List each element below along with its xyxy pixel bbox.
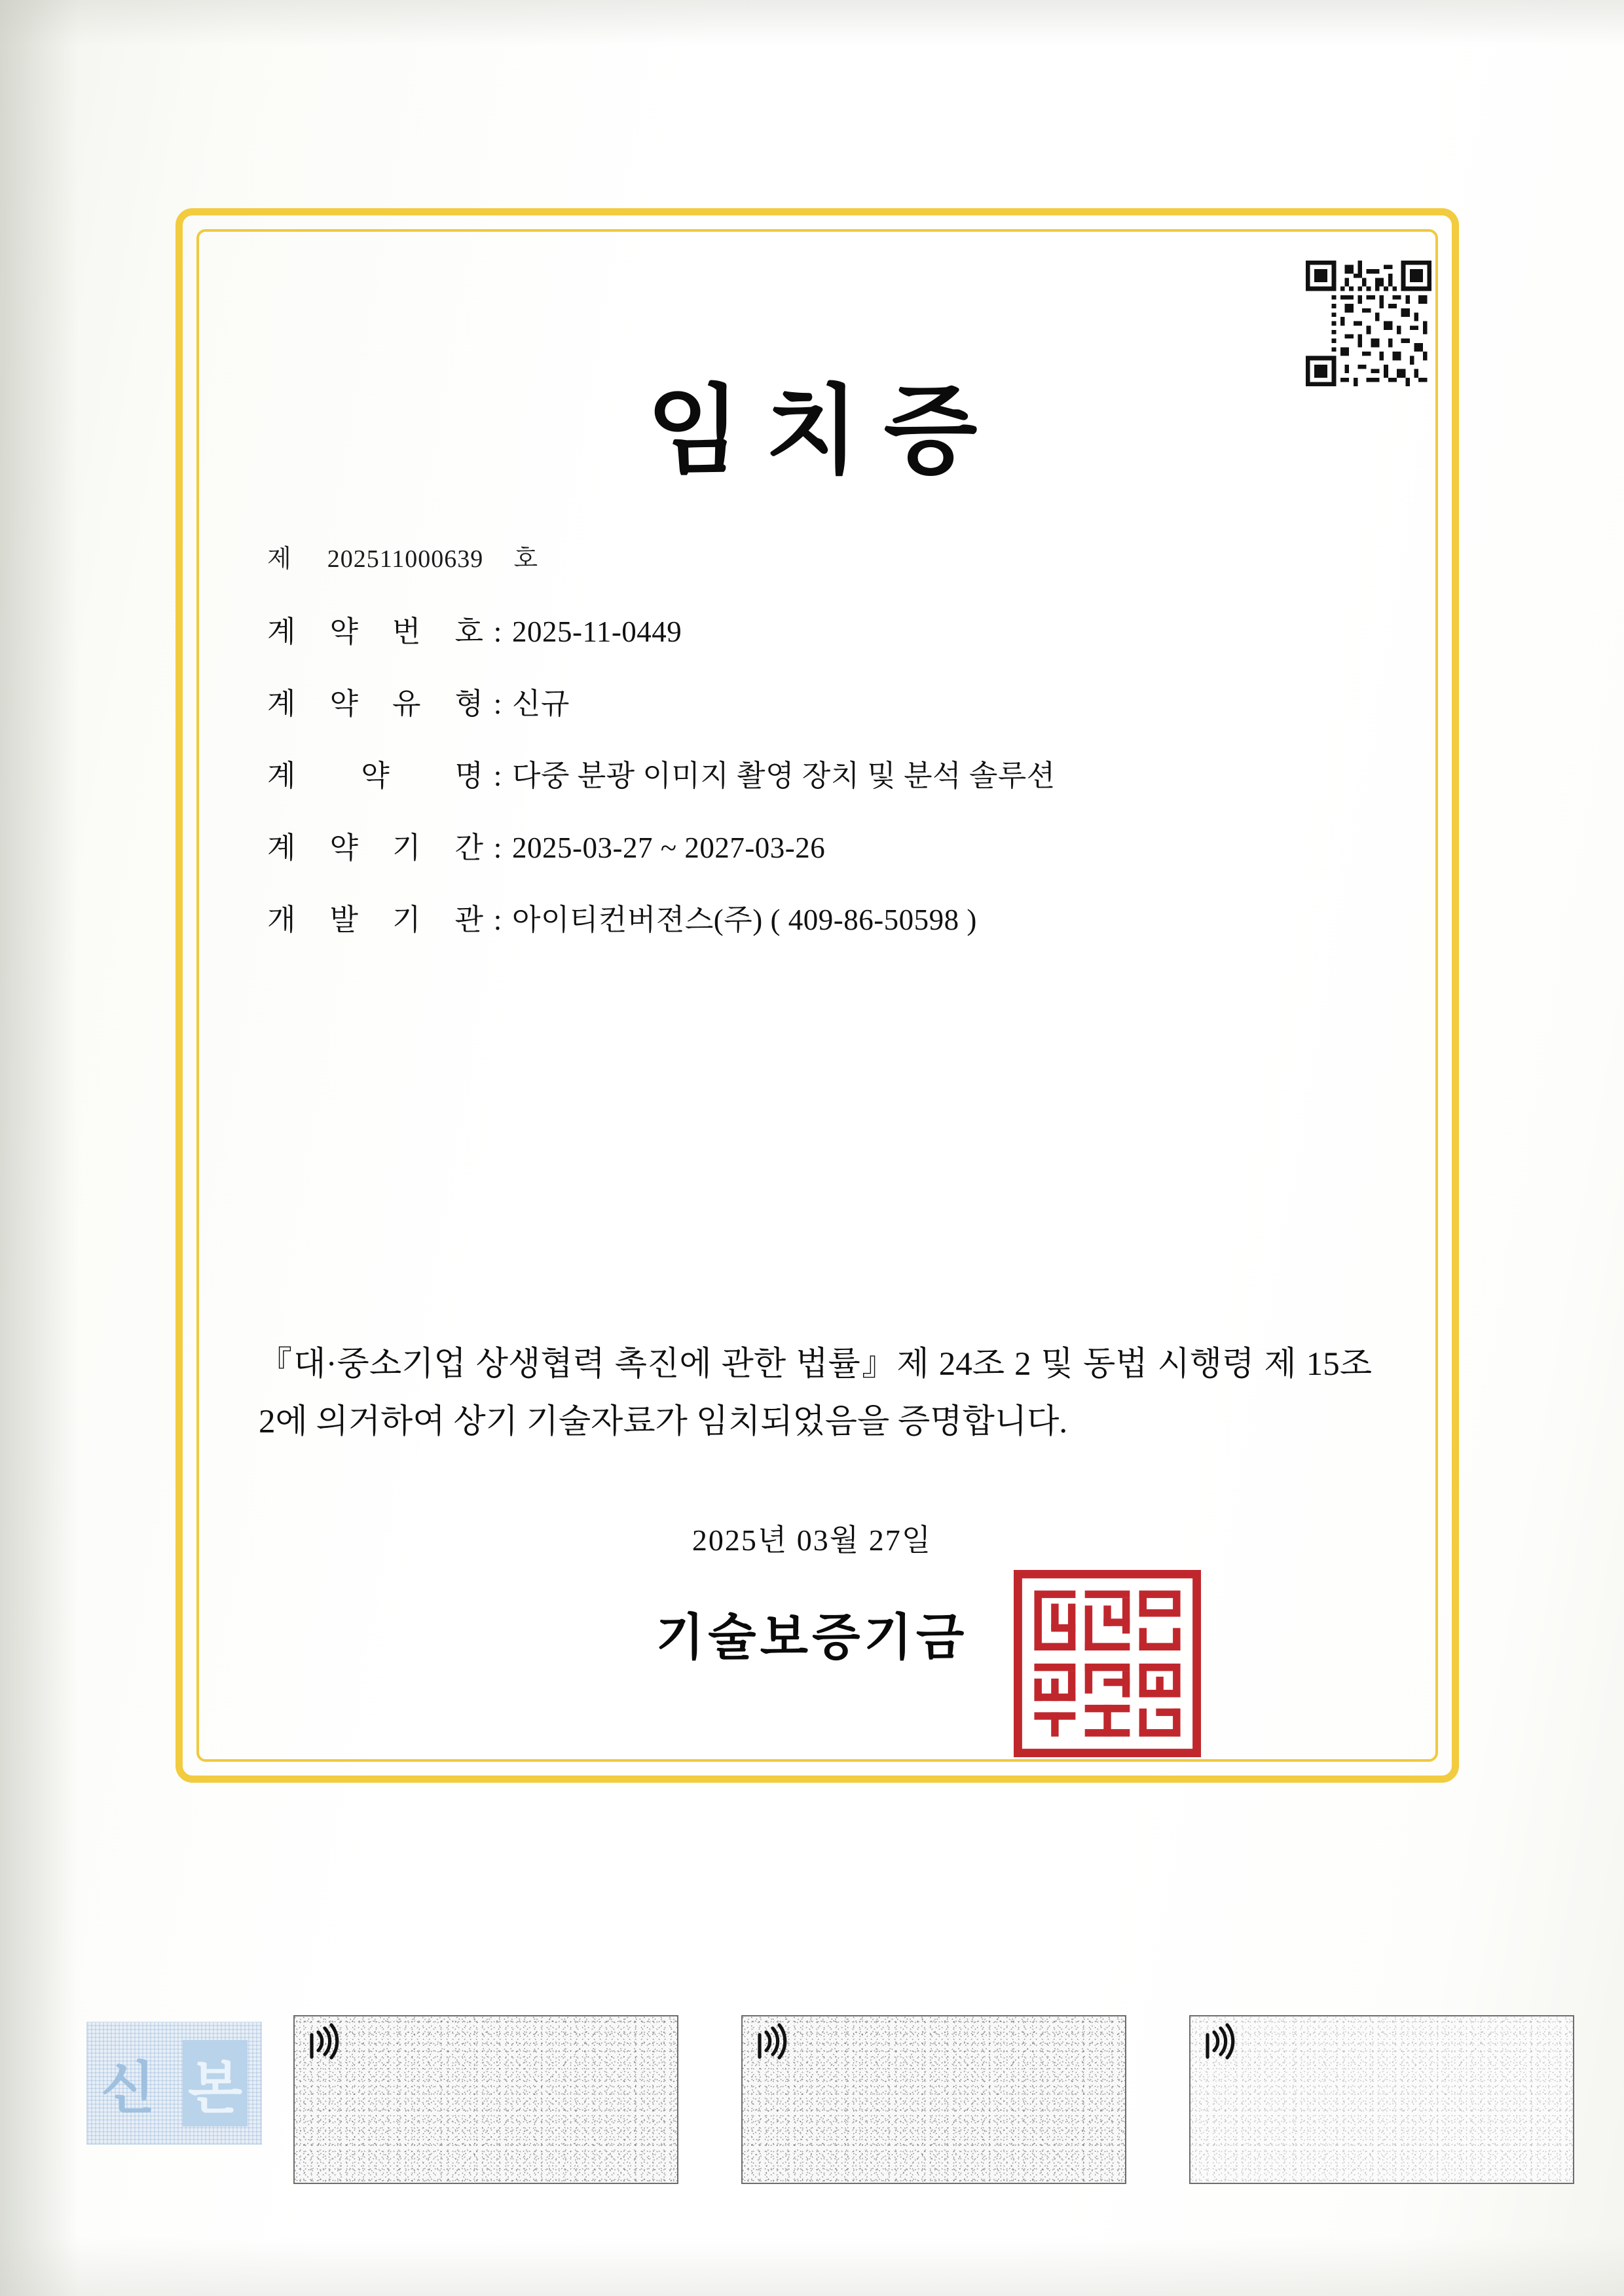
field-label-developer-organization xyxy=(267,896,483,938)
label-char: 번 xyxy=(392,615,421,648)
label-char: 계 xyxy=(267,831,296,864)
label-char: 계 xyxy=(267,687,296,720)
label-char: 약 xyxy=(361,759,390,792)
field-row-contract-name xyxy=(267,752,1380,824)
field-colon: : xyxy=(493,615,502,648)
label-char: 계 xyxy=(267,759,296,792)
security-texture-block-3 xyxy=(1189,2015,1574,2184)
scan-shadow-top xyxy=(0,0,1624,46)
field-colon: : xyxy=(493,687,502,720)
field-row-contract-type xyxy=(267,680,1380,752)
field-value-developer-organization: 아이티컨버젼스(주) ( 409-86-50598 ) xyxy=(512,903,977,936)
bottom-security-strip xyxy=(86,2015,1527,2238)
document-number-suffix: 호 xyxy=(513,545,539,573)
field-colon: : xyxy=(493,831,502,864)
issue-date: 2025년 03월 27일 xyxy=(692,1523,932,1557)
field-row-contract-period xyxy=(267,824,1380,896)
label-char: 명 xyxy=(454,759,483,792)
scan-shadow-left xyxy=(0,0,79,2296)
label-char: 유 xyxy=(392,687,421,720)
label-char: 형 xyxy=(454,687,483,720)
field-list xyxy=(267,608,1380,968)
signal-wave-icon xyxy=(750,2023,792,2065)
page-title: 임치증 xyxy=(646,373,1003,487)
label-char: 간 xyxy=(454,831,483,864)
security-texture-block-1 xyxy=(293,2015,678,2184)
texture-noise-fine xyxy=(743,2016,1125,2183)
authenticity-patch-glyphs xyxy=(87,2022,261,2144)
label-char: 기 xyxy=(392,831,421,864)
label-char: 약 xyxy=(329,831,358,864)
label-char: 개 xyxy=(267,903,296,936)
label-char: 약 xyxy=(329,615,358,648)
legal-statement: 『대·중소기업 상생협력 촉진에 관한 법률』제 24조 2 및 동법 시행령 제 15조 2에 의거하여 상기 기술자료가 임치되었음을 증명합니다. xyxy=(259,1346,1372,1440)
patch-glyph-2: 본 xyxy=(183,2040,248,2126)
field-colon: : xyxy=(493,903,502,936)
texture-noise-fine xyxy=(295,2016,677,2183)
label-char: 약 xyxy=(329,687,358,720)
scan-shadow-bottom xyxy=(0,2237,1624,2296)
security-texture-block-2 xyxy=(741,2015,1126,2184)
field-value-contract-name: 다중 분광 이미지 촬영 장치 및 분석 솔루션 xyxy=(512,759,1056,792)
patch-glyph-1: 신 xyxy=(100,2055,156,2121)
issuer-name: 기술보증기금 xyxy=(655,1608,969,1666)
signal-wave-icon xyxy=(1198,2023,1240,2065)
label-char: 계 xyxy=(267,615,296,648)
document-number-value: 202511000639 xyxy=(327,545,484,573)
signal-wave-icon xyxy=(303,2023,344,2065)
label-char: 관 xyxy=(454,903,483,936)
label-char: 호 xyxy=(454,615,483,648)
document-number-line xyxy=(267,538,538,574)
field-label-contract-period xyxy=(267,824,483,866)
authenticity-patch xyxy=(86,2022,262,2145)
official-seal-icon xyxy=(1014,1570,1201,1757)
field-label-contract-type xyxy=(267,680,483,722)
field-row-developer-organization xyxy=(267,896,1380,968)
field-value-contract-number: 2025-11-0449 xyxy=(512,615,682,648)
field-label-contract-name xyxy=(267,752,483,794)
field-value-contract-period: 2025-03-27 ~ 2027-03-26 xyxy=(512,831,826,864)
field-colon: : xyxy=(493,759,502,792)
field-value-contract-type: 신규 xyxy=(512,687,570,720)
document-number-prefix: 제 xyxy=(267,545,292,573)
field-row-contract-number xyxy=(267,608,1380,680)
label-char: 발 xyxy=(329,903,358,936)
label-char: 기 xyxy=(392,903,421,936)
field-label-contract-number xyxy=(267,608,483,650)
texture-noise-fine xyxy=(1190,2016,1573,2183)
